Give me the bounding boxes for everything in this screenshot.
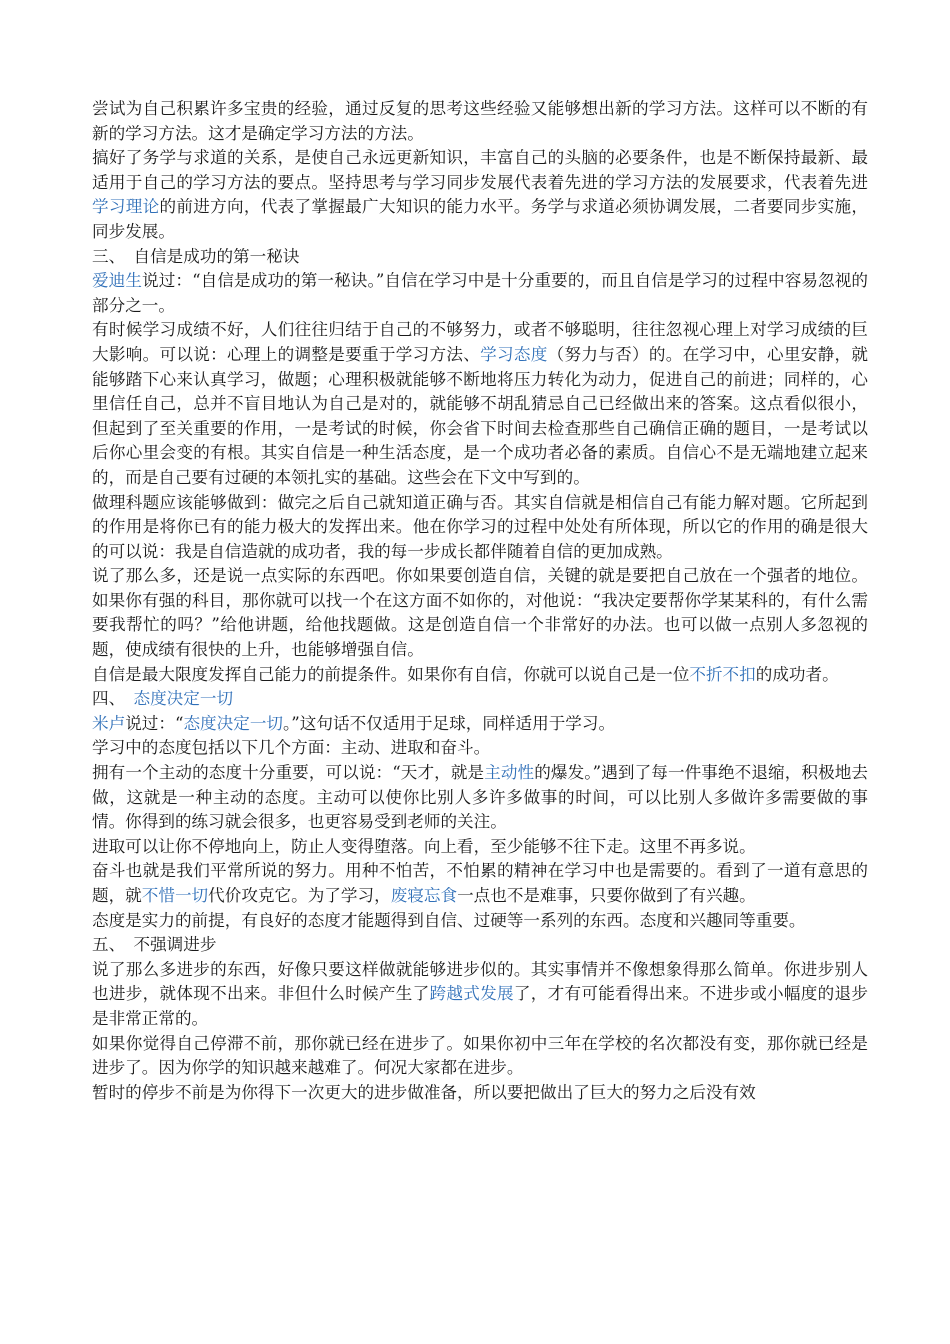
paragraph xyxy=(92,564,868,662)
text-run: （努力与否）的。在学习中，心里安静，就能够踏下心来认真学习，做题；心理积极就能够不断地将压力转化为动力，促进自己的前进；同样的，心里信任自己，总并不盲目地认为自己是对的，就能够不胡乱猜忌自己已经做出来的答案。这点看似很小，但起到了至关重要的作用，一是考试的时候，你会省下时间去检查那些自己确信正确的题目，一是考试以后你心里会变的有根。其实自信是一种生活态度，是一个成功者必备的素质。自信心不是无端地建立起来的，而是自己要有过硬的本领扎实的基础。这些会在下文中写到的。 xyxy=(92,344,869,487)
paragraph xyxy=(92,97,868,146)
text-run: 奋斗也就是我们平常所说的努力。用种不怕苦，不怕累的精神在学习中也是需要的。看到了一道有意思的题，就 xyxy=(92,861,868,905)
inline-link[interactable]: 态度决定一切 xyxy=(133,689,234,709)
paragraph xyxy=(92,146,868,244)
text-run: 说了那么多进步的东西，好像只要这样做就能够进步似的。其实事情并不像想象得那么简单。你进步别人也进步，就体现不出来。非但什么时候产生了 xyxy=(92,959,868,1004)
text-run: 自信是最大限度发挥自己能力的前提条件。如果你有自信，你就可以说自己是一位 xyxy=(92,664,690,684)
paragraph xyxy=(92,269,868,318)
paragraph xyxy=(92,736,868,761)
inline-link[interactable]: 态度决定一切 xyxy=(183,713,284,733)
inline-link[interactable]: 爱迪生 xyxy=(92,271,143,291)
text-run: 说过：“ xyxy=(125,713,184,733)
text-run: 的爆发。”遇到了每一件事绝不退缩，积极地去做，这就是一种主动的态度。主动可以使你比别人多许多做事的时间，可以比别人多做许多需要做的事情。你得到的练习就会很多，也更容易受到老师的关注。 xyxy=(92,763,869,832)
text-run: 进取可以让你不停地向上，防止人变得堕落。向上看，至少能够不往下走。这里不再多说。 xyxy=(92,836,756,856)
text-run: 代价攻克它。为了学习， xyxy=(208,886,391,905)
paragraph xyxy=(92,1081,868,1106)
inline-link[interactable]: 不惜一切 xyxy=(141,886,209,905)
inline-link[interactable]: 废寝忘食 xyxy=(390,886,458,905)
text-run: 一点也不是难事，只要你做到了有兴趣。 xyxy=(457,886,756,905)
inline-link[interactable]: 米卢 xyxy=(92,713,126,733)
paragraph xyxy=(92,245,868,270)
text-run: 暂时的停步不前是为你得下一次更大的进步做准备，所以要把做出了巨大的努力之后没有效 xyxy=(92,1082,756,1102)
text-run: 做理科题应该能够做到：做完之后自己就知道正确与否。其实自信就是相信自己有能力解对题。它所起到的作用是将你已有的能力极大的发挥出来。他在你学习的过程中处处有所体现，所以它的作用的确是很大的可以说：我是自信造就的成功者，我的每一步成长都伴随着自信的更加成熟。 xyxy=(92,492,868,561)
paragraph xyxy=(92,909,868,934)
text-run: 的成功者。 xyxy=(755,664,839,684)
text-run: 如果你觉得自己停滞不前，那你就已经在进步了。如果你初中三年在学校的名次都没有变，那你就已经是进步了。因为你学的知识越来越难了。何况大家都在进步。 xyxy=(92,1033,868,1078)
text-run: 了，才有可能看得出来。不进步或小幅度的退步是非常正常的。 xyxy=(92,984,869,1028)
inline-link[interactable]: 不折不扣 xyxy=(689,664,756,684)
inline-link[interactable]: 跨越式发展 xyxy=(429,984,514,1004)
inline-link[interactable]: 主动性 xyxy=(484,763,535,783)
paragraph xyxy=(92,958,868,1032)
text-run: 态度是实力的前提，有良好的态度才能题得到自信、过硬等一系列的东西。态度和兴趣同等重要。 xyxy=(92,910,806,930)
paragraph xyxy=(92,933,868,958)
text-run: 。”这句话不仅适用于足球，同样适用于学习。 xyxy=(283,713,616,733)
text-run: 拥有一个主动的态度十分重要，可以说：“天才，就是 xyxy=(92,763,485,783)
text-run: 搞好了务学与求道的关系，是使自己永远更新知识，丰富自己的头脑的必要条件，也是不断保持最新、最适用于自己的学习方法的要点。坚持思考与学习同步发展代表着先进的学习方法的发展要求，代表着先进 xyxy=(92,148,868,192)
paragraph xyxy=(92,318,868,490)
text-run: 四、 xyxy=(92,689,134,709)
text-run: 说了那么多，还是说一点实际的东西吧。你如果要创造自信，关键的就是要把自己放在一个强者的地位。如果你有强的科目，那你就可以找一个在这方面不如你的，对他说：“我决定要帮你学某某科的，有什么需要我帮忙的吗？”给他讲题，给他找题做。这是创造自信一个非常好的办法。也可以做一点别人多忽视的题，使成绩有很快的上升，也能够增强自信。 xyxy=(92,566,868,660)
text-run: 五、 不强调进步 xyxy=(92,935,217,955)
paragraph xyxy=(92,491,868,565)
paragraph xyxy=(92,663,868,688)
text-run: 有时候学习成绩不好，人们往往归结于自己的不够努力，或者不够聪明，往往忽视心理上对学习成绩的巨大影响。可以说：心理上的调整是要重于学习方法、 xyxy=(92,320,868,364)
paragraph xyxy=(92,761,868,835)
paragraph xyxy=(92,859,868,908)
text-run: 的前进方向，代表了掌握最广大知识的能力水平。务学与求道必须协调发展，二者要同步实施，同步发展。 xyxy=(92,197,869,241)
text-run: 三、 自信是成功的第一秘诀 xyxy=(92,246,300,266)
paragraph xyxy=(92,712,868,737)
paragraph xyxy=(92,1032,868,1081)
text-run: 学习中的态度包括以下几个方面：主动、进取和奋斗。 xyxy=(92,738,491,758)
text-run: 说过：“自信是成功的第一秘诀。”自信在学习中是十分重要的，而且自信是学习的过程中容易忽视的部分之一。 xyxy=(92,271,869,315)
inline-link[interactable]: 学习理论 xyxy=(92,197,160,217)
paragraph xyxy=(92,835,868,860)
inline-link[interactable]: 学习态度 xyxy=(480,344,548,364)
document-body xyxy=(92,97,868,1105)
text-run: 尝试为自己积累许多宝贵的经验，通过反复的思考这些经验又能够想出新的学习方法。这样可以不断的有新的学习方法。这才是确定学习方法的方法。 xyxy=(92,99,868,143)
paragraph xyxy=(92,687,868,712)
